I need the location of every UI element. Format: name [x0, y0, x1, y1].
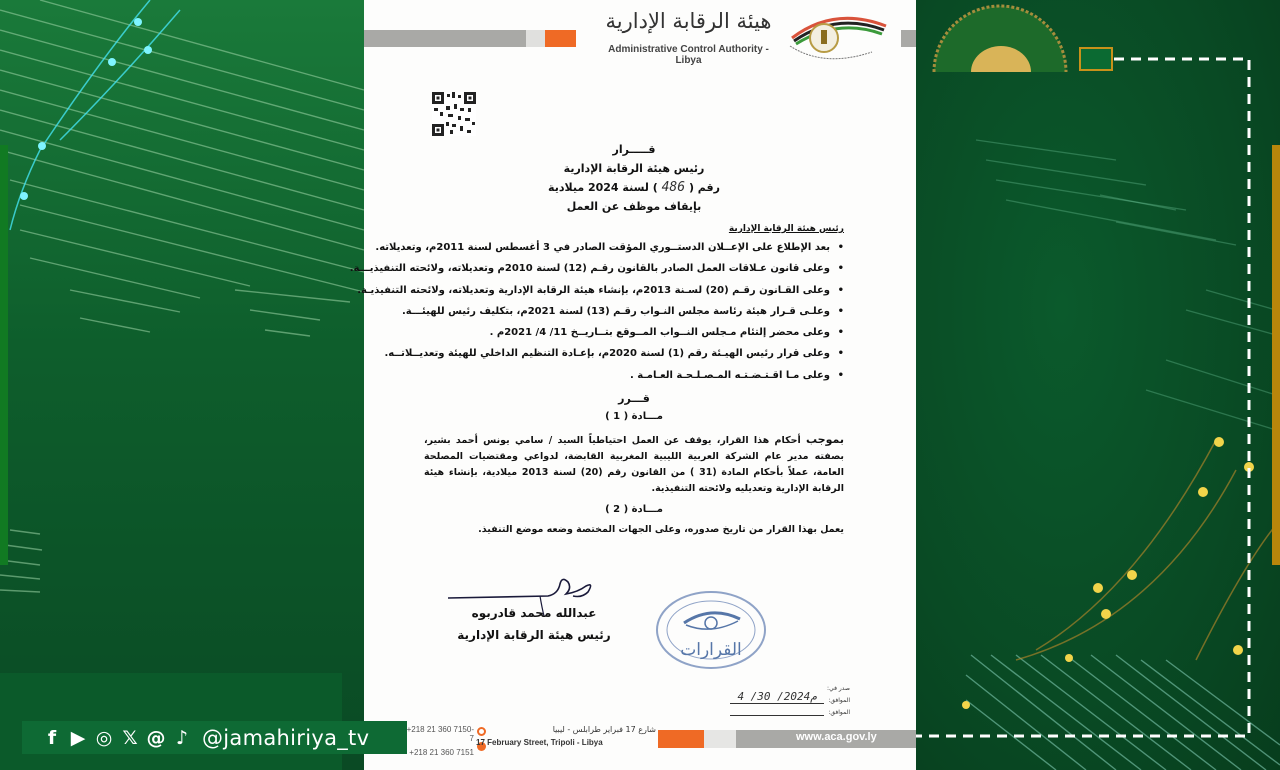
article-1-heading: مـــادة ( 1 ) — [605, 411, 663, 422]
article-1-body: أحكام هذا القرار، يوقف عن العمل احتياطياً السيد / سامي يونس أحمد بشير، بصفته مدير عام الشركة العربية الليبية المغربية القابضة، لدواعي ومقتضيات المصلحة العامة، عملاً بأحكام المادة (31 ) من القانون رقم (20) لسنة 2013 ميلادية، بإنشاء هيئة الرقابة الإدارية وتعديليه ولائحته التنفيذية. — [424, 435, 844, 494]
header-bar-light — [526, 30, 546, 47]
social-handle-text: @jamahiriya_tv — [202, 725, 370, 750]
decision-number-prefix: رقم ( — [688, 181, 720, 194]
footer-bar-orange — [658, 730, 704, 748]
decided-heading: قـــرر — [618, 392, 650, 405]
hijri-row — [730, 704, 850, 716]
preamble-item: • وعلـى قـرار هيئة رئاسة مجلس النـواب رقـم (13) لسنة 2021م، بتكليف رئيس للهيئـــة. — [424, 302, 844, 323]
org-name-english: Administrative Control Authority - Libya — [608, 44, 769, 66]
footer-phones — [404, 725, 474, 762]
org-name-arabic: هيئة الرقابة الإدارية — [605, 9, 772, 33]
signatory-name: عبدالله محمد قادربوه — [471, 606, 597, 620]
right-gold-accent-bar — [1272, 145, 1280, 565]
header-bar-orange — [545, 30, 576, 47]
golden-dome-emblem — [934, 6, 1066, 72]
instagram-icon: ◎ — [95, 726, 113, 749]
aca-eye-logo — [784, 8, 889, 64]
left-background-panel — [0, 0, 364, 770]
youtube-icon: ▶ — [70, 726, 86, 749]
reference-block — [730, 680, 850, 716]
preamble-item: • وعلى محضر إلتئام مـجلس النــواب المــوقع بتــاريــخ 11/ 4/ 2021م . — [424, 323, 844, 344]
gold-square-marker — [1080, 48, 1112, 70]
date-row — [730, 692, 850, 704]
preamble-item: • بعد الإطلاع على الإعــلان الدستــوري المؤقت الصادر في 3 أغسطس لسنة 2011م، وتعديلاته. — [424, 238, 844, 259]
preamble-item: • وعلى القـانون رقـم (20) لسـنة 2013م، بإنشاء هيئة الرقابة الإدارية وتعديلاته، ولائحته التنفيذيـة. — [424, 281, 844, 302]
hijri-label: الموافق: — [828, 709, 850, 716]
decision-label: قـــــرار — [612, 143, 656, 156]
footer-address-ar: شارع 17 فبراير طرابلس - ليبيا — [552, 725, 656, 734]
decision-subject: بإيقاف موظف عن العمل — [566, 200, 702, 213]
decision-issuer: رئيس هيئة الرقابة الإدارية — [563, 162, 705, 175]
preamble-item: • وعلى قرار رئيس الهيـئة رقم (1) لسنة 2020م، بإعـادة التنظيم الداخلي للهيئة وتعديــلاتــه. — [424, 344, 844, 365]
preamble-heading: رئيس هيئة الرقابة الإدارية — [728, 224, 844, 234]
tiktok-icon: ♪ — [175, 726, 189, 749]
article-2-text: يعمل بهذا القرار من تاريخ صدوره، وعلى الجهات المختصة وضعه موضع التنفيذ. — [478, 524, 844, 535]
header-bar-grey — [364, 30, 526, 47]
footer-phone-2: +218 21 360 7151 — [409, 748, 474, 757]
decision-number-suffix: ) لسنة 2024 ميلادية — [548, 181, 658, 194]
threads-icon: @ — [146, 726, 166, 749]
right-decorative-art — [916, 0, 1280, 770]
footer-phone-1: +218 21 360 7150-7 — [406, 725, 474, 743]
footer-bar-light — [704, 730, 736, 748]
qr-code — [432, 92, 476, 136]
article-2-heading: مـــادة ( 2 ) — [605, 504, 663, 515]
social-handle-bar — [22, 721, 407, 754]
signatory-title: رئيس هيئة الرقابة الإدارية — [457, 628, 611, 642]
preamble-item: • وعلى قانون عـلاقات العمل الصادر بالقانون رقـم (12) لسنة 2010م وتعديلاته، ولائحته التنفيذيـــة. — [424, 259, 844, 280]
decision-number-line — [514, 178, 754, 197]
article-1-text — [424, 432, 844, 497]
x-icon: 𝕏 — [122, 726, 138, 749]
decision-document — [349, 0, 916, 770]
issued-label: صدر في: — [827, 685, 850, 692]
decision-number: 486 — [661, 180, 686, 195]
footer-website: www.aca.gov.ly — [796, 731, 877, 743]
preamble-list — [349, 238, 844, 387]
preamble-item: • وعلى مـا اقـتـضـتـه المـصـلـحـة العـامـة . — [424, 366, 844, 387]
footer-address-en: 17 February Street, Tripoli - Libya — [476, 738, 603, 747]
hijri-value — [730, 715, 824, 716]
facebook-icon: f — [47, 726, 57, 749]
footer-address — [476, 725, 656, 747]
article-1-lead: بموجب — [806, 433, 844, 446]
stamp-label: القرارات — [680, 640, 742, 660]
left-decorative-lines — [0, 0, 364, 770]
left-accent-stripe — [0, 145, 8, 565]
header-bar-right — [901, 30, 916, 47]
right-background-panel — [916, 0, 1280, 770]
date-value: 4 /30 /2024م — [730, 690, 824, 704]
decision-title-block — [514, 140, 754, 216]
date-label: الموافق: — [828, 697, 850, 704]
